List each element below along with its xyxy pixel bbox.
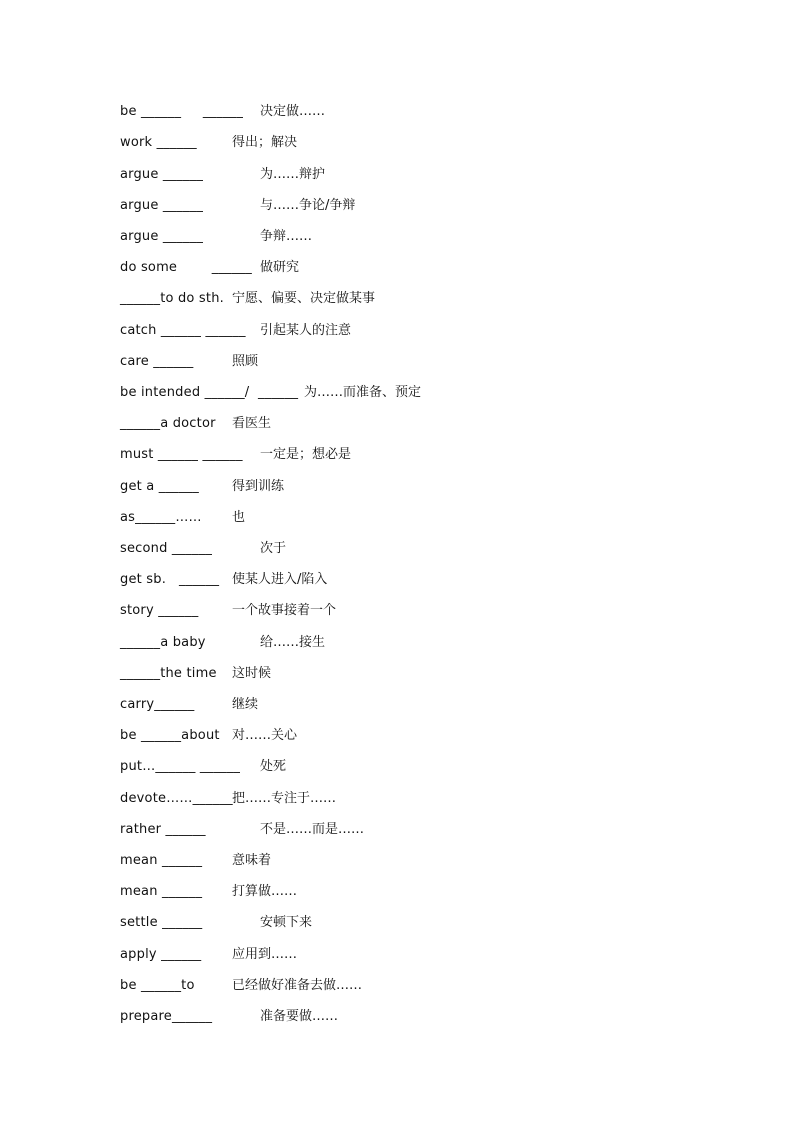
english-phrase: as______…… [120,510,202,525]
vocab-row [120,196,680,216]
vocab-row [120,539,680,559]
vocab-row [120,165,680,185]
chinese-meaning: 次于 [260,541,287,556]
chinese-meaning: 与……争论/争辩 [260,198,356,213]
english-phrase: devote……______ [120,791,233,806]
vocab-row [120,820,680,840]
vocab-row [120,258,680,278]
english-phrase: ______to do sth. [120,291,224,306]
vocab-row [120,976,680,996]
vocab-row [120,789,680,809]
english-phrase: catch ______ ______ [120,323,246,338]
chinese-meaning: 不是……而是…… [260,822,365,837]
vocab-row [120,445,680,465]
vocab-row [120,570,680,590]
vocab-row [120,601,680,621]
english-phrase: carry______ [120,697,195,712]
english-phrase: apply ______ [120,947,202,962]
chinese-meaning: 做研究 [260,260,300,275]
chinese-meaning: 对……关心 [232,728,298,743]
vocab-row [120,945,680,965]
english-phrase: story ______ [120,603,199,618]
english-phrase: get a ______ [120,479,199,494]
chinese-meaning: 安顿下来 [260,915,313,930]
english-phrase: be ______about [120,728,220,743]
english-phrase: prepare______ [120,1009,213,1024]
english-phrase: must ______ ______ [120,447,243,462]
vocab-row [120,726,680,746]
chinese-meaning: 使某人进入/陷入 [232,572,328,587]
english-phrase: get sb. ______ [120,572,220,587]
chinese-meaning: 为……而准备、预定 [304,385,422,400]
vocab-row [120,882,680,902]
english-phrase: work ______ [120,135,197,150]
vocab-row [120,695,680,715]
english-phrase: be ______ ______ [120,104,244,119]
vocab-row [120,383,680,403]
english-phrase: ______a baby [120,635,206,650]
english-phrase: be intended ______/ ______ [120,385,299,400]
chinese-meaning: 意味着 [232,853,272,868]
chinese-meaning: 得出；解决 [232,135,298,150]
vocab-row [120,227,680,247]
chinese-meaning: 得到训练 [232,479,285,494]
chinese-meaning: 给……接生 [260,635,326,650]
chinese-meaning: 这时候 [232,666,272,681]
english-phrase: be ______to [120,978,195,993]
vocab-row [120,664,680,684]
chinese-meaning: 一定是；想必是 [260,447,352,462]
english-phrase: settle ______ [120,915,203,930]
english-phrase: argue ______ [120,198,204,213]
chinese-meaning: 引起某人的注意 [260,323,352,338]
english-phrase: care ______ [120,354,194,369]
vocab-row [120,133,680,153]
vocab-row [120,477,680,497]
vocab-row [120,321,680,341]
chinese-meaning: 打算做…… [232,884,298,899]
english-phrase: ______a doctor [120,416,216,431]
vocab-row [120,352,680,372]
chinese-meaning: 宁愿、偏要、决定做某事 [232,291,376,306]
chinese-meaning: 也 [232,510,246,525]
chinese-meaning: 应用到…… [232,947,298,962]
vocab-row [120,633,680,653]
chinese-meaning: 把……专注于…… [232,791,337,806]
chinese-meaning: 一个故事接着一个 [232,603,337,618]
vocab-row [120,851,680,871]
english-phrase: argue ______ [120,229,204,244]
chinese-meaning: 为……辩护 [260,167,326,182]
english-phrase: mean ______ [120,853,203,868]
chinese-meaning: 处死 [260,759,287,774]
vocab-row [120,289,680,309]
english-phrase: ______the time [120,666,217,681]
vocab-row [120,1007,680,1027]
chinese-meaning: 已经做好准备去做…… [232,978,363,993]
vocab-row [120,913,680,933]
english-phrase: put…______ ______ [120,759,241,774]
chinese-meaning: 争辩…… [260,229,313,244]
chinese-meaning: 看医生 [232,416,272,431]
english-phrase: argue ______ [120,167,204,182]
chinese-meaning: 准备要做…… [260,1009,339,1024]
english-phrase: second ______ [120,541,213,556]
vocab-row [120,508,680,528]
english-phrase: mean ______ [120,884,203,899]
english-phrase: rather ______ [120,822,206,837]
chinese-meaning: 照顾 [232,354,259,369]
chinese-meaning: 决定做…… [260,104,326,119]
english-phrase: do some ______ [120,260,252,275]
vocab-row [120,102,680,122]
chinese-meaning: 继续 [232,697,259,712]
vocab-row [120,414,680,434]
vocab-row [120,757,680,777]
